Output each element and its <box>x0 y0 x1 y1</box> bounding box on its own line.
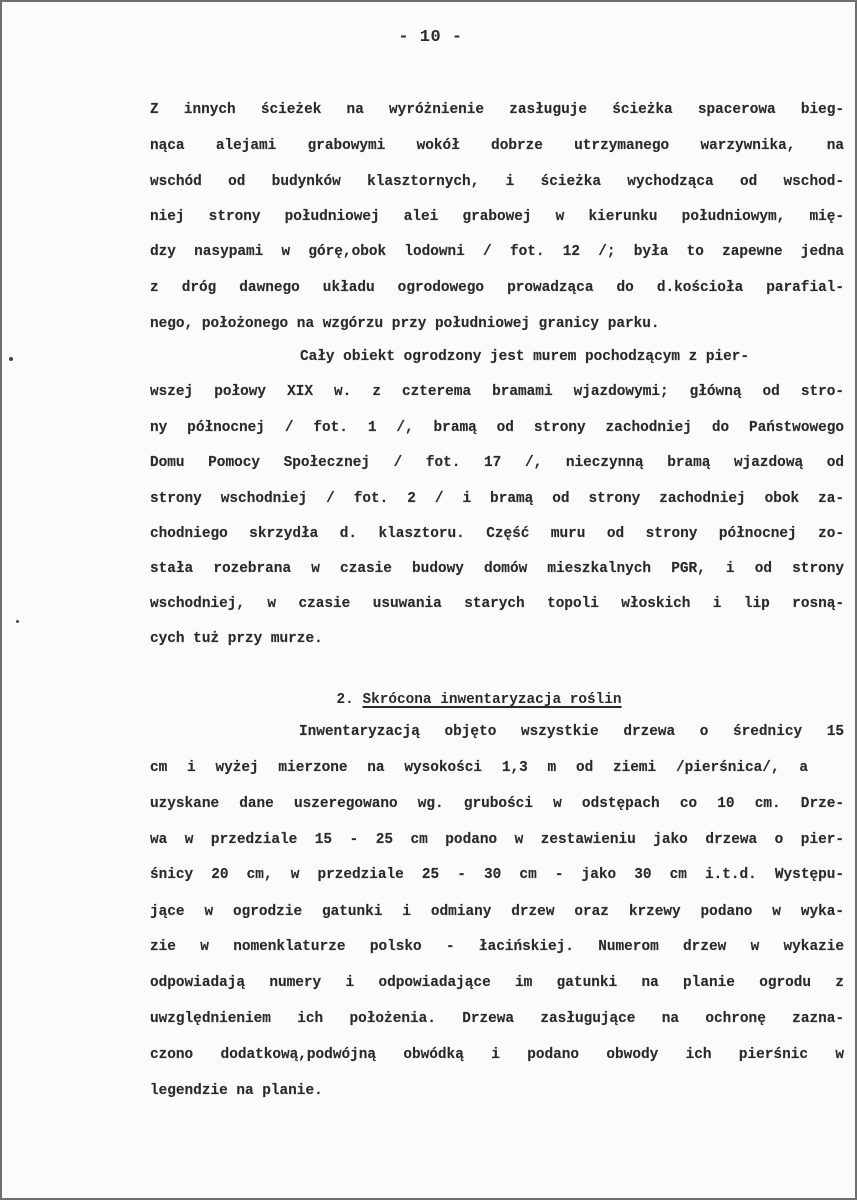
text-line: zie w nomenklaturze polsko - łacińskiej. Numerom drzew w wykazie <box>150 939 844 955</box>
text-line: jące w ogrodzie gatunki i odmiany drzew oraz krzewy podano w wyka- <box>150 904 844 920</box>
text-line: śnicy 20 cm, w przedziale 25 - 30 cm - jako 30 cm i.t.d. Występu- <box>150 867 844 883</box>
text-line: chodniego skrzydła d. klasztoru. Część muru od strony północnej zo- <box>150 526 844 542</box>
margin-dot <box>9 357 13 361</box>
text-line: z dróg dawnego układu ogrodowego prowadząca do d.kościoła parafial- <box>150 280 844 296</box>
text-line: stała rozebrana w czasie budowy domów mieszkalnych PGR, i od strony <box>150 561 844 577</box>
text-line: Domu Pomocy Społecznej / fot. 17 /, nieczynną bramą wjazdową od <box>150 455 844 471</box>
text-line: wschodniej, w czasie usuwania starych topoli włoskich i lip rosną- <box>150 596 844 612</box>
margin-dot <box>16 620 19 623</box>
text-line: cych tuż przy murze. <box>150 631 323 647</box>
text-line: nego, położonego na wzgórzu przy południowej granicy parku. <box>150 316 660 332</box>
section-title: Skrócona inwentaryzacja roślin <box>362 692 622 708</box>
text-line: wschód od budynków klasztornych, i ścieżka wychodząca od wschod- <box>150 174 844 190</box>
text-line: uwzględnieniem ich położenia. Drzewa zasługujące na ochronę zazna- <box>150 1011 844 1027</box>
text-line: cm i wyżej mierzone na wysokości 1,3 m od ziemi /pierśnica/, a <box>150 760 808 776</box>
text-line: ny północnej / fot. 1 /, bramą od strony zachodniej do Państwowego <box>150 420 844 436</box>
text-line: legendzie na planie. <box>150 1083 323 1099</box>
text-line: Z innych ścieżek na wyróżnienie zasługuje ścieżka spacerowa bieg- <box>150 102 844 118</box>
text-line: wa w przedziale 15 - 25 cm podano w zestawieniu jako drzewa o pier- <box>150 832 844 848</box>
text-line: wszej połowy XIX w. z czterema bramami wjazdowymi; główną od stro- <box>150 384 844 400</box>
section-number: 2. <box>336 692 354 708</box>
text-line: niej strony południowej alei grabowej w kierunku południowym, mię- <box>150 209 844 225</box>
page-number: - 10 - <box>398 28 463 47</box>
text-line: odpowiadają numery i odpowiadające im gatunki na planie ogrodu z <box>150 975 844 991</box>
text-line: Cały obiekt ogrodzony jest murem pochodzącym z pier- <box>300 349 750 365</box>
text-line: nąca alejami grabowymi wokół dobrze utrzymanego warzywnika, na <box>150 138 844 154</box>
text-line: czono dodatkową,podwójną obwódką i podano obwody ich pierśnic w <box>150 1047 844 1063</box>
text-line: Inwentaryzacją objęto wszystkie drzewa o średnicy 15 <box>299 724 844 740</box>
text-line: strony wschodniej / fot. 2 / i bramą od strony zachodniej obok za- <box>150 491 844 507</box>
text-line: dzy nasypami w górę,obok lodowni / fot. 12 /; była to zapewne jedna <box>150 244 844 260</box>
section-heading <box>302 670 622 730</box>
text-line: uzyskane dane uszeregowano wg. grubości w odstępach co 10 cm. Drze- <box>150 796 844 812</box>
